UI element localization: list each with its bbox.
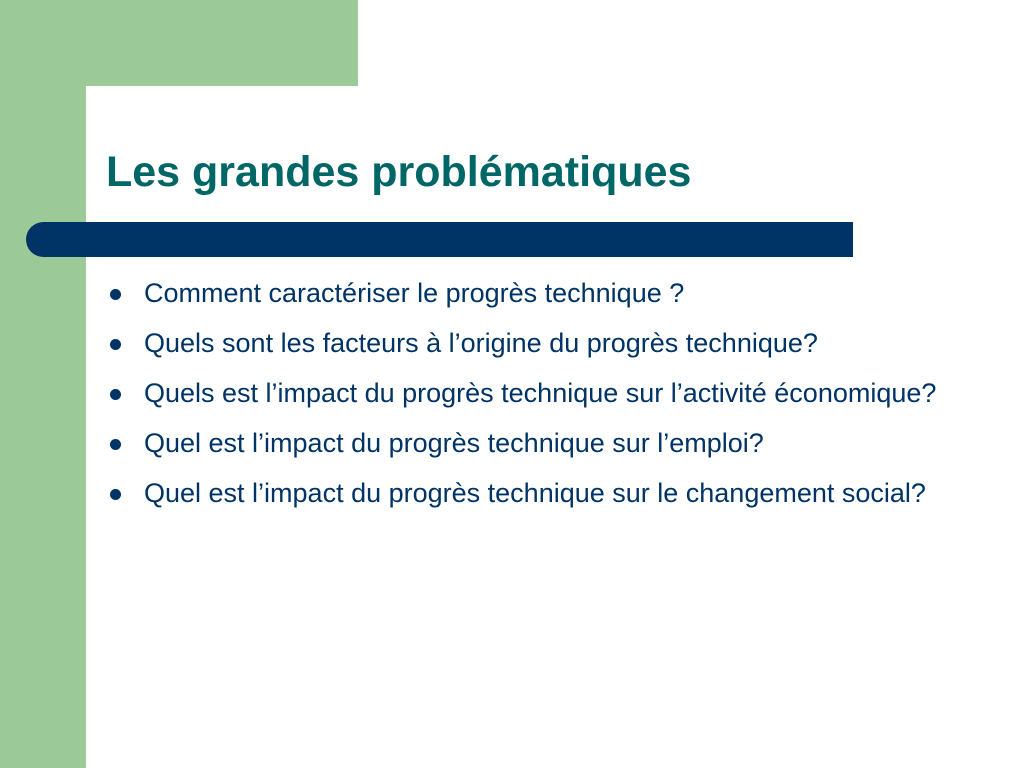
- decorative-green-strip: [0, 0, 86, 768]
- decorative-green-block: [0, 0, 358, 86]
- bullet-item: [106, 423, 956, 463]
- bullet-text: Quels est l’impact du progrès technique sur l’activité économique?: [144, 378, 937, 408]
- bullet-item: [106, 273, 956, 313]
- bullet-text: Comment caractériser le progrès technique ?: [144, 278, 685, 308]
- bullet-item: [106, 473, 956, 513]
- bullet-dot-icon: [110, 389, 121, 400]
- bullet-dot-icon: [110, 289, 121, 300]
- bullet-dot-icon: [110, 339, 121, 350]
- bullet-dot-icon: [110, 439, 121, 450]
- bullet-text: Quel est l’impact du progrès technique sur l’emploi?: [144, 428, 764, 458]
- bullet-item: [106, 373, 956, 413]
- title-underline-bar: [26, 222, 853, 257]
- bullet-dot-icon: [110, 489, 121, 500]
- bullet-text: Quels sont les facteurs à l’origine du progrès technique?: [144, 328, 818, 358]
- bullet-item: [106, 323, 956, 363]
- slide-title: Les grandes problématiques: [106, 148, 692, 196]
- bullet-text: Quel est l’impact du progrès technique sur le changement social?: [144, 478, 926, 508]
- bullet-list: [106, 273, 956, 523]
